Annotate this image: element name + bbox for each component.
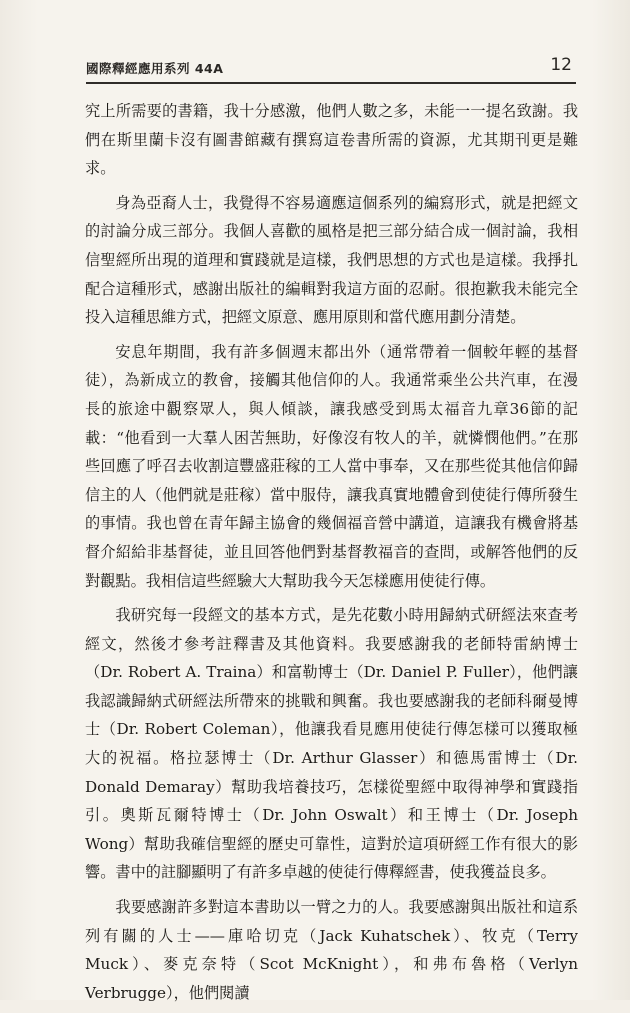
paragraph: 安息年期間，我有許多個週末都出外（通常帶着一個較年輕的基督徒），為新成立的教會，接觸其他信仰的人。我通常乘坐公共汽車，在漫長的旅途中觀察眾人，與人傾談，讓我感受到馬太福音九章36節的記載：“他看到一大羣人困苦無助，好像沒有牧人的羊，就憐憫他們。”在那些回應了呼召去收割這豐盛莊稼的工人當中事奉，又在那些從其他信仰歸信主的人（他們就是莊稼）當中服侍，讓我真實地體會到使徒行傳所發生的事情。我也曾在青年歸主協會的幾個福音營中講道，這讓我有機會將基督介紹給非基督徒，並且回答他們對基督教福音的查問，或解答他們的反對觀點。我相信這些經驗大大幫助我今天怎樣應用使徒行傳。: [85, 342, 578, 590]
paragraph: 究上所需要的書籍，我十分感激，他們人數之多，未能一一提名致謝。我們在斯里蘭卡沒有圖書館藏有撰寫這卷書所需的資源，尤其期刊更是難求。: [85, 102, 578, 178]
series-title: 國際釋經應用系列 44A: [86, 61, 224, 76]
header-rule: [86, 82, 576, 84]
running-header: [86, 57, 574, 79]
paragraph: 我要感謝許多對這本書助以一臂之力的人。我要感謝與出版社和這系列有關的人士——庫哈切克（Jack Kuhatschek）、牧克（Terry Muck）、麥克奈特（Scot McKnight），和弗布魯格（Verlyn Verbrugge），他們閱讀: [85, 898, 578, 1002]
body-text: [85, 97, 578, 1013]
paragraph: 我研究每一段經文的基本方式，是先花數小時用歸納式研經法來查考經文，然後才參考註釋書及其他資料。我要感謝我的老師特雷納博士（Dr. Robert A. Traina）和富勒博士（Dr. Daniel P. Fuller），他們讓我認識歸納式研經法所帶來的挑戰和興奮。我也要感謝我的老師科爾曼博士（Dr. Robert Coleman），他讓我看見應用使徒行傳怎樣可以獲取極大的祝福。格拉瑟博士（Dr. Arthur Glasser）和德馬雷博士（Dr. Donald Demaray）幫助我培養技巧，怎樣從聖經中取得神學和實踐指引。奧斯瓦爾特博士（Dr. John Oswalt）和王博士（Dr. Joseph Wong）幫助我確信聖經的歷史可靠性，這對於這項研經工作有很大的影響。書中的註腳顯明了有許多卓越的使徒行傳釋經書，使我獲益良多。: [85, 606, 578, 882]
paragraph: 身為亞裔人士，我覺得不容易適應這個系列的編寫形式，就是把經文的討論分成三部分。我個人喜歡的風格是把三部分結合成一個討論，我相信聖經所出現的道理和實踐就是這樣，我們思想的方式也是這樣。我掙扎配合這種形式，感謝出版社的編輯對我這方面的忍耐。很抱歉我未能完全投入這種思維方式，把經文原意、應用原則和當代應用劃分清楚。: [85, 193, 578, 327]
page-number: 12: [550, 55, 572, 75]
